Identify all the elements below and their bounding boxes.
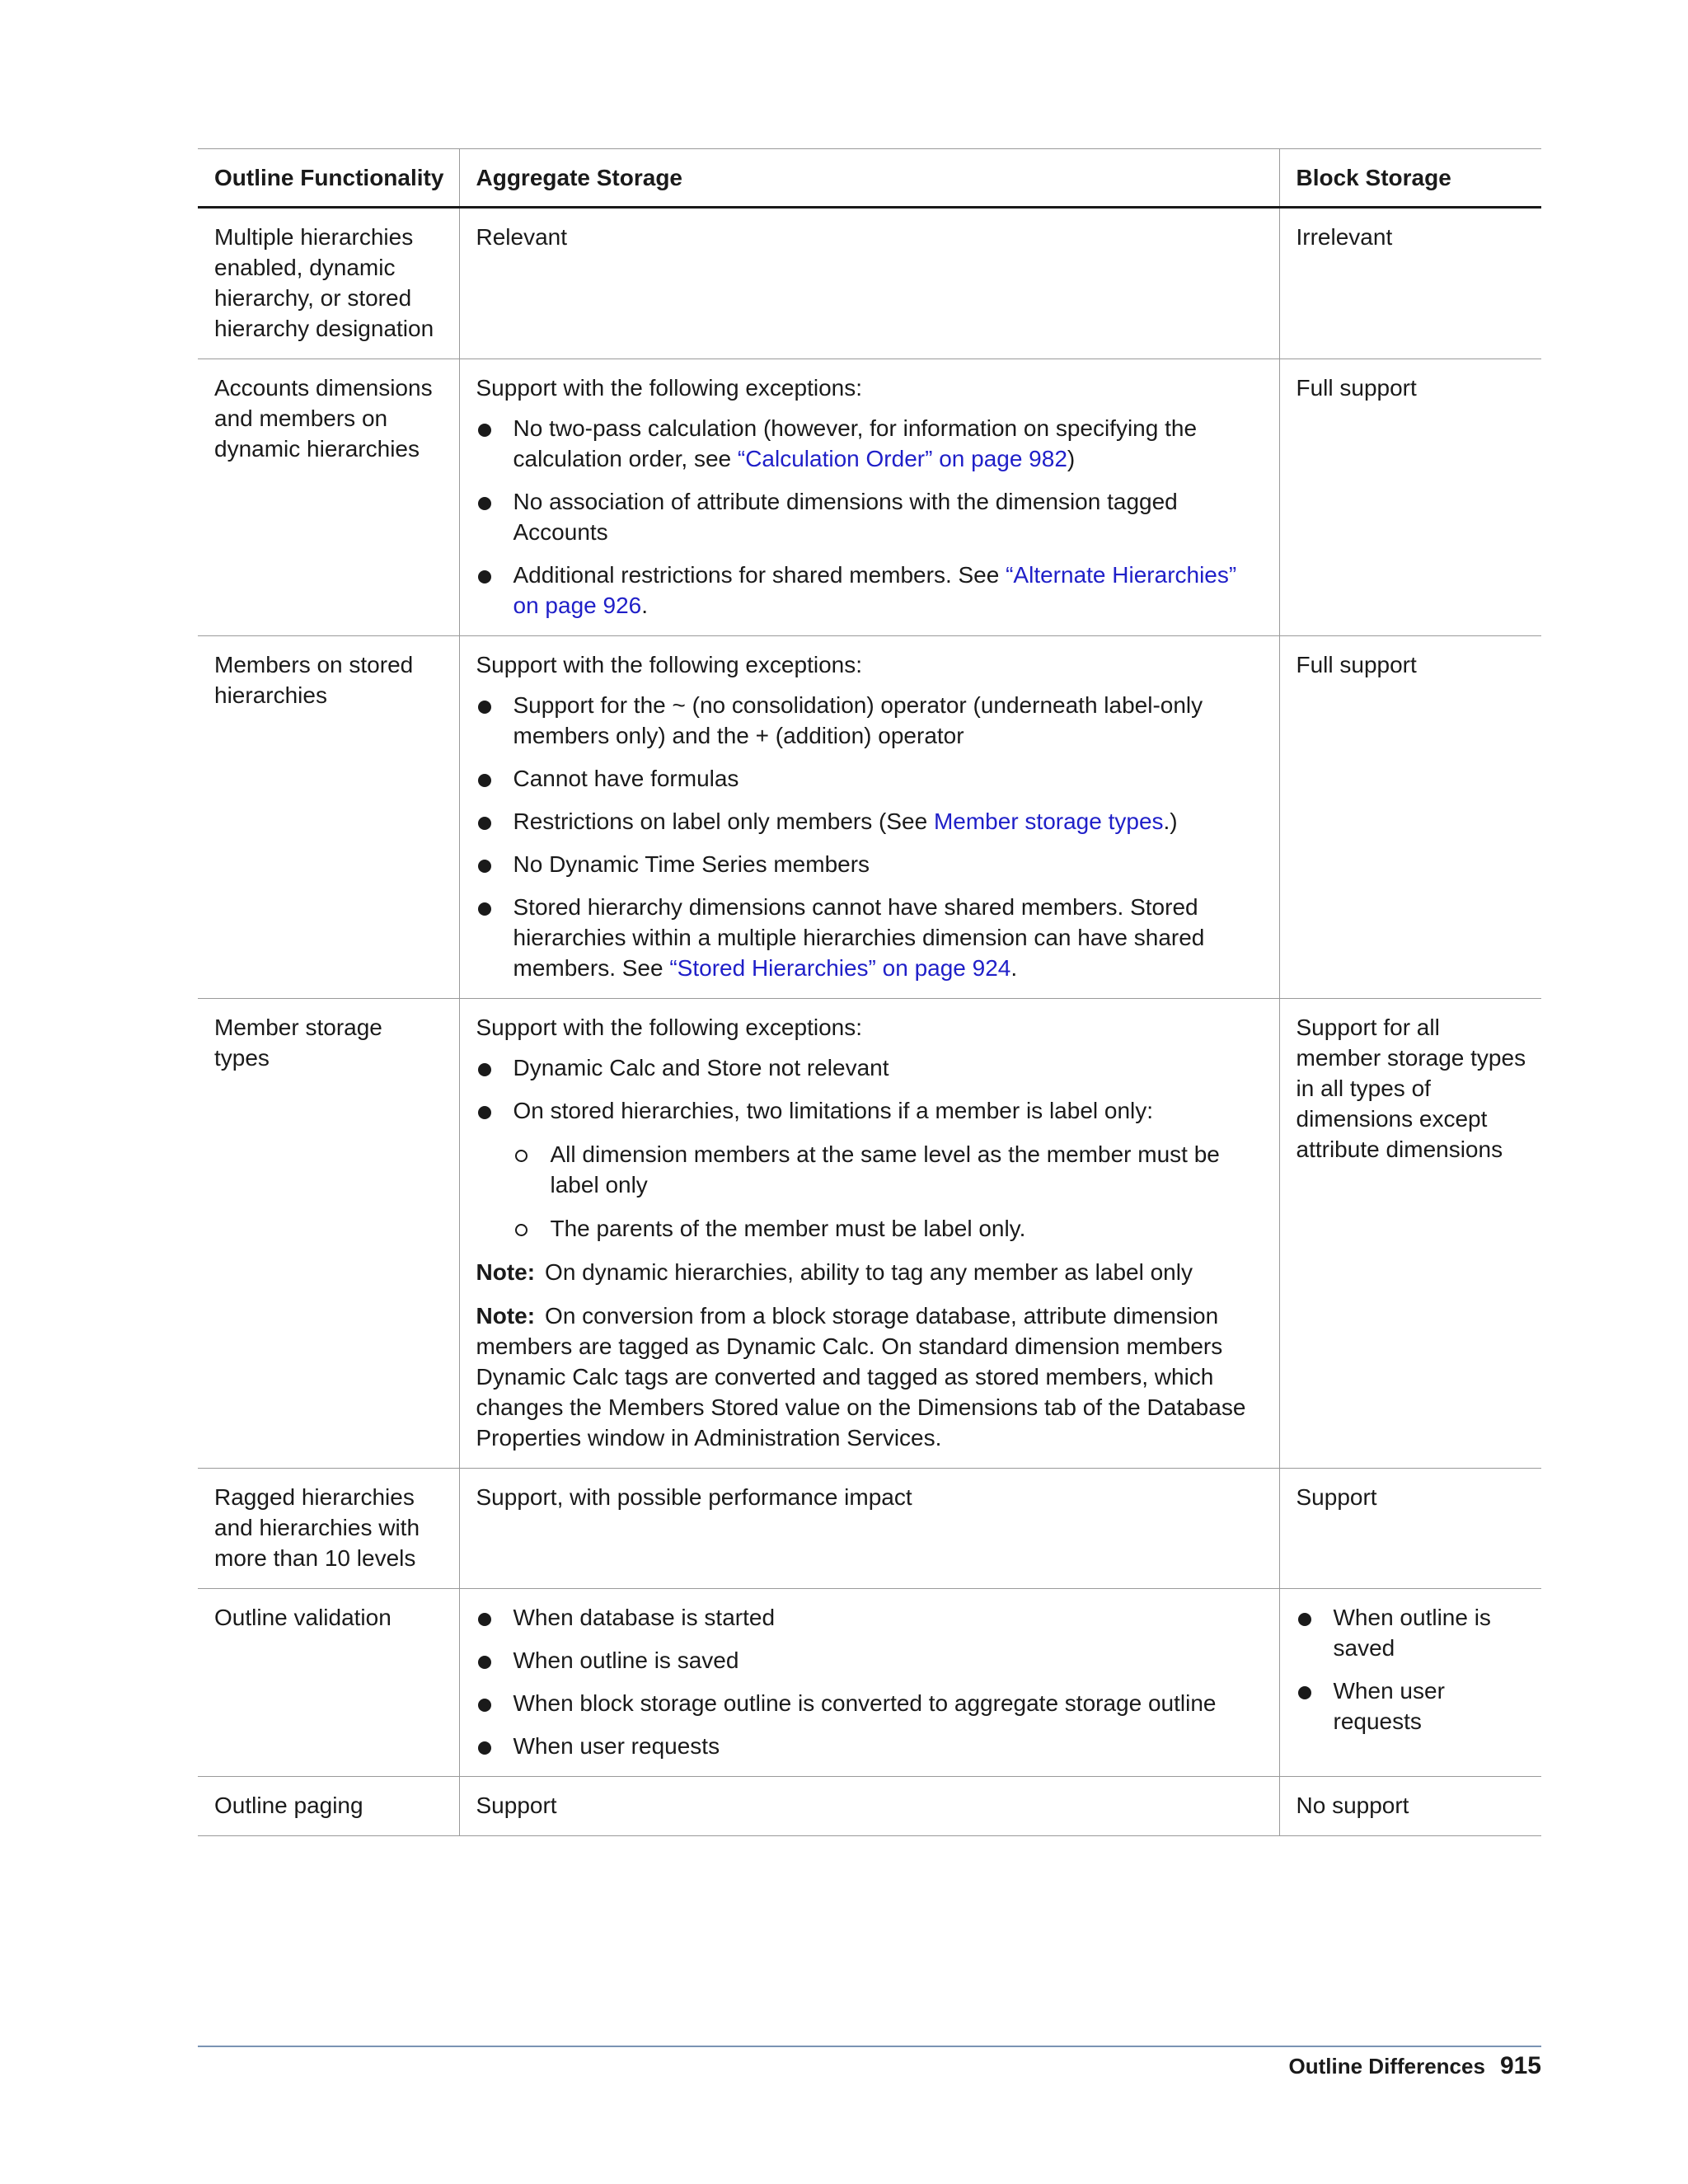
bullet-icon [478, 1699, 491, 1712]
bullet-icon [1298, 1613, 1311, 1626]
exceptions-list [476, 690, 1264, 983]
outline-comparison-table [198, 148, 1541, 1836]
table-header-row [198, 149, 1541, 208]
list-item: Support for the ~ (no consolidation) operator (underneath label-only members only) and the + (addition) operator [476, 690, 1264, 751]
feature-cell: Members on stored hierarchies [198, 636, 459, 999]
header-block-storage: Block Storage [1279, 149, 1541, 208]
header-outline-functionality: Outline Functionality [198, 149, 459, 208]
hollow-bullet-icon [515, 1150, 528, 1162]
aggregate-cell [459, 999, 1279, 1469]
block-cell: No support [1279, 1777, 1541, 1836]
aggregate-cell [459, 1589, 1279, 1777]
bullet-icon [478, 774, 491, 787]
bullet-icon [478, 1656, 491, 1669]
header-aggregate-storage: Aggregate Storage [459, 149, 1279, 208]
block-cell: Full support [1279, 359, 1541, 636]
list-item: When outline is saved [476, 1645, 1264, 1675]
bullet-icon [1298, 1686, 1311, 1699]
bullet-icon [478, 860, 491, 873]
bullet-icon [478, 497, 491, 510]
list-item: Stored hierarchy dimensions cannot have shared members. Stored hierarchies within a multiple hierarchies dimension can have shared members. See “Stored Hierarchies” on page 924. [476, 892, 1264, 983]
list-item: No association of attribute dimensions with the dimension tagged Accounts [476, 486, 1264, 547]
note-label: Note: [476, 1259, 536, 1285]
table-row [198, 1777, 1541, 1836]
feature-cell: Member storage types [198, 999, 459, 1469]
bullet-icon [478, 1741, 491, 1755]
bullet-icon [478, 1613, 491, 1626]
list-item: When block storage outline is converted to aggregate storage outline [476, 1688, 1264, 1718]
bullet-icon [478, 701, 491, 714]
feature-cell: Ragged hierarchies and hierarchies with more than 10 levels [198, 1469, 459, 1589]
table-row [198, 1469, 1541, 1589]
list-item: Restrictions on label only members (See Member storage types.) [476, 806, 1264, 837]
table-row [198, 208, 1541, 359]
sub-list-item: The parents of the member must be label only. [513, 1213, 1264, 1244]
table-row [198, 999, 1541, 1469]
exceptions-list [476, 413, 1264, 621]
hollow-bullet-icon [515, 1224, 528, 1236]
feature-cell: Multiple hierarchies enabled, dynamic hierarchy, or stored hierarchy designation [198, 208, 459, 359]
block-cell [1279, 1589, 1541, 1777]
member-storage-types-link[interactable]: Member storage types [933, 808, 1164, 834]
calculation-order-link[interactable]: “Calculation Order” on page 982 [737, 446, 1067, 471]
exceptions-lead: Support with the following exceptions: [476, 1015, 862, 1040]
block-cell: Irrelevant [1279, 208, 1541, 359]
bullet-icon [478, 570, 491, 583]
sub-list [513, 1139, 1264, 1244]
exceptions-lead: Support with the following exceptions: [476, 375, 862, 401]
bullet-icon [478, 424, 491, 437]
bullet-icon [478, 1106, 491, 1119]
list-item: Cannot have formulas [476, 763, 1264, 794]
footer-section-title: Outline Differences [1288, 2054, 1485, 2079]
list-item: No Dynamic Time Series members [476, 849, 1264, 879]
aggregate-cell: Support [459, 1777, 1279, 1836]
bullet-icon [478, 902, 491, 916]
list-item: When outline is saved [1296, 1602, 1527, 1663]
footer-divider [198, 2046, 1541, 2047]
list-item: When database is started [476, 1602, 1264, 1633]
bullet-icon [478, 1063, 491, 1076]
block-cell: Support for all member storage types in all types of dimensions except attribute dimensions [1279, 999, 1541, 1469]
list-item: Dynamic Calc and Store not relevant [476, 1052, 1264, 1083]
bullet-icon [478, 817, 491, 830]
block-cell: Full support [1279, 636, 1541, 999]
stored-hierarchies-link[interactable]: “Stored Hierarchies” on page 924 [669, 955, 1011, 981]
table-row [198, 636, 1541, 999]
list-item: When user requests [476, 1731, 1264, 1761]
aggregate-cell: Support, with possible performance impact [459, 1469, 1279, 1589]
validation-list [1296, 1602, 1527, 1736]
alternate-hierarchies-link[interactable]: “Alternate Hierarchies” on page 926 [513, 562, 1237, 618]
feature-cell: Outline validation [198, 1589, 459, 1777]
list-item: When user requests [1296, 1675, 1527, 1736]
aggregate-cell [459, 359, 1279, 636]
list-item: On stored hierarchies, two limitations if a member is label only: All dimension members at the same level as the member must be label only The parents of the member must be label only. [476, 1095, 1264, 1244]
sub-list-item: All dimension members at the same level as the member must be label only [513, 1139, 1264, 1200]
feature-cell: Outline paging [198, 1777, 459, 1836]
page-footer [1289, 2052, 1541, 2080]
aggregate-cell: Relevant [459, 208, 1279, 359]
page-number: 915 [1499, 2052, 1541, 2079]
note: Note: On dynamic hierarchies, ability to tag any member as label only [476, 1259, 1193, 1285]
exceptions-list [476, 1052, 1264, 1244]
list-item: No two-pass calculation (however, for information on specifying the calculation order, see “Calculation Order” on page 982) [476, 413, 1264, 474]
table-row [198, 359, 1541, 636]
block-cell: Support [1279, 1469, 1541, 1589]
exceptions-lead: Support with the following exceptions: [476, 652, 862, 677]
feature-cell: Accounts dimensions and members on dynamic hierarchies [198, 359, 459, 636]
list-item: Additional restrictions for shared members. See “Alternate Hierarchies” on page 926. [476, 560, 1264, 621]
note: Note: On conversion from a block storage database, attribute dimension members are tagged as Dynamic Calc. On standard dimension members Dynamic Calc tags are converted and tagged as stored members, which changes the Members Stored value on the Dimensions tab of the Database Properties window in Administration Services. [476, 1303, 1246, 1451]
note-label: Note: [476, 1303, 536, 1329]
aggregate-cell [459, 636, 1279, 999]
table-row [198, 1589, 1541, 1777]
validation-list [476, 1602, 1264, 1761]
